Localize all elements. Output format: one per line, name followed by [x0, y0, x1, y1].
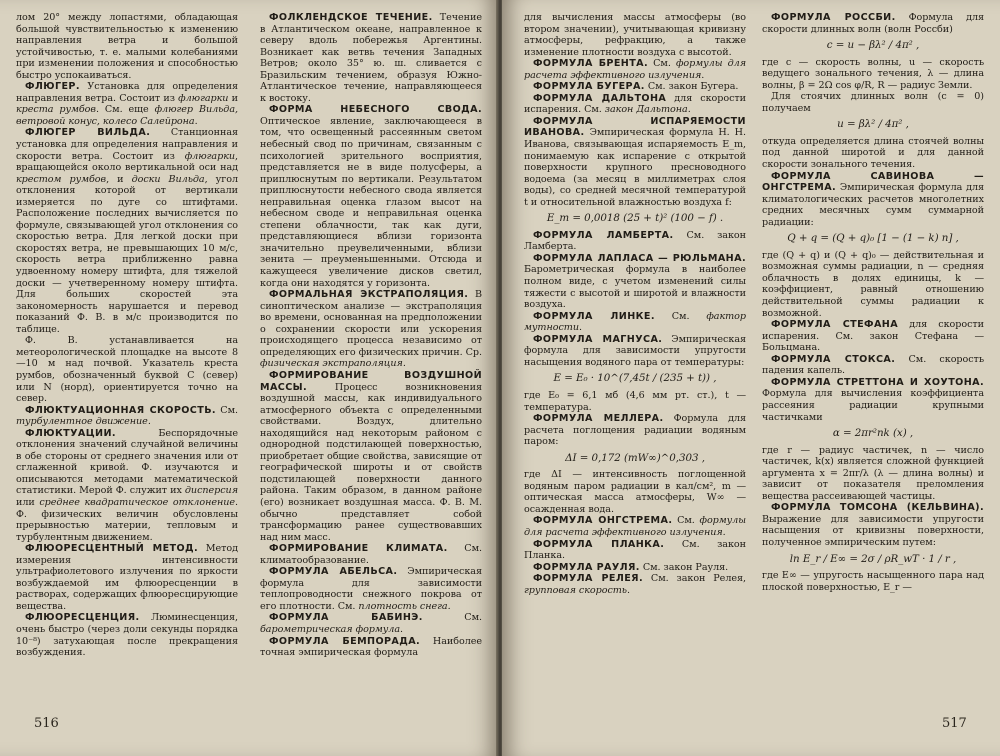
entry-reference: физическая экстраполяция	[260, 358, 403, 370]
entry-reference: креста румбов	[16, 104, 96, 116]
paragraph	[762, 57, 984, 92]
entry-reference: формулы для расчета эффективного излучения	[524, 58, 746, 81]
entry-text: Эмпирическая формула для зависимости теплопроводности снежного покрова от его плотности. См.	[260, 566, 482, 612]
dictionary-entry	[260, 636, 482, 659]
page-number-right: 517	[942, 716, 967, 731]
entry-text: См.	[672, 515, 700, 527]
entry-text: где r — радиус частичек, n — число частичек, k(x) является сложной функцией аргумента x = 2πr/λ (λ — длина волны) и зависит от показателя преломления вещества рассеивающей частицы.	[762, 444, 984, 502]
paragraph	[524, 390, 746, 413]
entry-reference: флюгарки	[184, 150, 235, 162]
formula: ln E_r / E∞ = 2σ / ρR_wT · 1 / r ,	[789, 552, 957, 565]
entry-headword: ФОРМА НЕБЕСНОГО СВОДА.	[269, 104, 482, 116]
dictionary-entry	[524, 230, 746, 253]
entry-text: .	[578, 322, 582, 334]
entry-text: См. закон Бугера.	[644, 81, 739, 93]
formula: E = E₀ · 10^(7,45t / (235 + t)) ,	[553, 372, 717, 385]
entry-headword: ФОРМУЛА МЕЛЛЕРА.	[533, 413, 664, 425]
dictionary-entry	[260, 612, 482, 635]
entry-headword: ФОРМУЛА МАГНУСА.	[533, 333, 663, 345]
entry-text: Выражение для зависимости упругости насыщения от кривизны поверхности, полученное эмпирическим путем:	[762, 513, 984, 548]
entry-text: См. закон Релея,	[643, 573, 746, 585]
entry-headword: ФЛЮГЕР.	[25, 81, 80, 93]
entry-headword: ФОРМУЛА БУГЕРА.	[533, 81, 645, 93]
entry-text: В синоптическом анализе — экстраполяция во времени, основанная на предположении о сохранении скорости или ускорения происходящего процесса независимо от определяющих его физических причин. Ср.	[260, 289, 482, 358]
dictionary-entry	[524, 562, 746, 574]
paragraph	[762, 445, 984, 503]
entry-headword: ФЛЮКТУАЦИИ.	[25, 427, 116, 439]
dictionary-entry	[260, 566, 482, 612]
entry-headword: ФЛЮОРЕСЦЕНТНЫЙ МЕТОД.	[25, 543, 199, 555]
left-page-column-1	[16, 12, 238, 702]
dictionary-entry	[524, 539, 746, 562]
right-page-column-2	[762, 12, 984, 702]
entry-headword: ФОРМИРОВАНИЕ КЛИМАТА.	[269, 543, 448, 555]
entry-text: откуда определяется длина стоячей волны под данной широтой и для данной скорости зонального течения.	[762, 135, 984, 171]
dictionary-entry	[524, 58, 746, 81]
dictionary-entry	[762, 502, 984, 548]
entry-reference: барометрическая формула	[260, 623, 401, 635]
left-page-column-2	[260, 12, 482, 702]
dictionary-entry	[524, 573, 746, 596]
entry-text: .	[626, 584, 630, 596]
dictionary-entry	[260, 543, 482, 566]
entry-headword: ФОРМУЛА РОССБИ.	[771, 12, 896, 23]
entry-text: .	[147, 416, 151, 428]
dictionary-entry	[16, 405, 238, 428]
dictionary-entry	[762, 319, 984, 354]
entry-headword: ФЛЮОРЕСЦЕНЦИЯ.	[25, 612, 140, 624]
dictionary-entry	[524, 93, 746, 116]
dictionary-entry	[260, 370, 482, 543]
entry-text: .	[701, 69, 705, 81]
entry-text: лом 20° между лопастями, обладающая большой чувствительностью к изменению направления ветра и большой устойчивостью, т. е. малыми колебаниями при изменении положения и способностью быстро успокаиваться.	[16, 12, 238, 81]
entry-text: .	[194, 115, 198, 127]
entry-text: Формула для расчета поглощения радиации водяным паром:	[524, 413, 746, 448]
dictionary-entry	[260, 289, 482, 370]
entry-headword: ФОРМУЛА СТРЕТТОНА И ХОУТОНА.	[771, 376, 984, 388]
entry-headword: ФОРМУЛА БАБИНЭ.	[269, 612, 423, 624]
entry-reference: доски Вильда	[131, 173, 205, 185]
dictionary-entry	[16, 428, 238, 543]
entry-text: .	[722, 526, 726, 538]
entry-reference: флюгер Вильда, ветровой конус, колесо Салейрона	[16, 104, 238, 127]
paragraph	[762, 136, 984, 171]
entry-text: где E∞ — упругость насыщенного пара над плоской поверхностью, E_r —	[762, 570, 984, 593]
entry-text: для скорости испарения. См.	[524, 92, 746, 116]
dictionary-entry	[260, 104, 482, 289]
entry-headword: ФОРМУЛА ИСПАРЯЕМОСТИ ИВАНОВА.	[524, 115, 746, 139]
paragraph	[16, 12, 238, 81]
entry-text: Формула для вычисления коэффициента рассеяния радиации крупными частичками	[762, 388, 984, 423]
entry-headword: ФОРМУЛА ЛАМБЕРТА.	[533, 229, 674, 241]
entry-headword: ФОРМУЛА СТЕФАНА	[771, 319, 899, 331]
entry-text: Эмпирическая формула Н. Н. Иванова, связывающая испаряемость E_m, понимаемую как испарение с открытой поверхности крупного пресноводного водоема (за месяц в миллиметрах слоя воды), со средней месячной температурой t и относительной влажностью воздуха f:	[524, 127, 746, 208]
entry-text: .	[400, 623, 404, 635]
entry-text: Оптическое явление, заключающееся в том, что освещенный рассеянным светом небесный свод по причинам, связанным с психологией зрительного восприятия, представляется не в виде полусферы, а приплюснутым по вертикали. Результатом приплюснутости небесного свода является неправильная оценка глазом высот на небесном своде и неправильная оценка степени облачности, так как дуги, представляющиеся вблизи горизонта значительно преувеличенными, вблизи зенита — преуменьшенными. Отсюда и кажущееся увеличение дисков светил, когда они находятся у горизонта.	[260, 115, 482, 289]
entry-headword: ФОРМУЛА БЕМПОРАДА.	[269, 635, 421, 647]
entry-text: , и	[106, 173, 132, 185]
entry-text: где ΔI — интенсивность поглощенной водяным паром радиации в кал/см², m — оптическая масса атмосферы, W∞ — осажденная вода.	[524, 469, 746, 515]
entry-headword: ФОЛКЛЕНДСКОЕ ТЕЧЕНИЕ.	[269, 12, 433, 23]
paragraph	[524, 469, 746, 515]
entry-text: .	[687, 104, 691, 116]
entry-text: Люминесценция, очень быстро (через доли секунды порядка 10⁻⁸) затухающая после прекращения возбуждения.	[16, 612, 238, 659]
entry-text: См.	[654, 310, 707, 322]
entry-headword: ФОРМУЛА ТОМСОНА (КЕЛЬВИНА).	[771, 502, 984, 514]
entry-headword: ФОРМУЛА ДАЛЬТОНА	[533, 92, 667, 104]
paragraph	[762, 250, 984, 319]
entry-text: где c — скорость волны, u — скорость ведущего зонального течения, λ — длина волны, β = 2Ω cos φ/R, R — радиус Земли.	[762, 56, 984, 91]
entry-text: См. закон Планка.	[524, 538, 746, 562]
dictionary-entry	[762, 377, 984, 423]
entry-reference: флюгарки	[178, 92, 229, 104]
formula: Q + q = (Q + q)₀ [1 − (1 − k) n] ,	[787, 232, 959, 245]
entry-reference: среднее квадратическое отклонение	[39, 496, 236, 508]
entry-text: и	[228, 92, 238, 104]
page-number-left: 516	[34, 716, 59, 731]
entry-headword: ФОРМУЛА ПЛАНКА.	[533, 538, 665, 550]
entry-headword: ФОРМИРОВАНИЕ ВОЗДУШНОЙ МАССЫ.	[260, 369, 482, 393]
entry-text: Наиболее точная эмпирическая формула	[260, 635, 482, 659]
entry-headword: ФОРМУЛА РАУЛЯ.	[533, 561, 640, 573]
entry-text: Процесс возникновения воздушной массы, как индивидуального атмосферного объекта с определенными свойствами. Воздух, длительно находящийся над некоторым районом с однородной подстилающей поверхностью, приобретает общие свойства, зависящие от географической широты и от свойств подстилающей поверхности данного района. Таким образом, в данном районе (его) возникает воздушная масса. Ф. В. М. обычно представляет собой трансформацию ранее существовавших над ним масс.	[260, 381, 482, 543]
right-page-column-1	[524, 12, 746, 702]
entry-headword: ФОРМУЛА СТОКСА.	[771, 353, 896, 365]
dictionary-entry	[524, 334, 746, 369]
dictionary-entry	[16, 543, 238, 612]
entry-text: См. закон Рауля.	[639, 561, 729, 573]
entry-text: .	[402, 358, 406, 370]
entry-text: Станционная установка для определения направления и скорости ветра. Состоит из	[16, 127, 238, 162]
entry-headword: ФОРМАЛЬНАЯ ЭКСТРАПОЛЯЦИЯ.	[269, 289, 469, 301]
entry-text: Для стоячих длинных волн (c = 0) получаем	[762, 91, 984, 114]
entry-text: Эмпирическая формула для зависимости упругости насыщения водяного пара от температуры:	[524, 333, 746, 368]
entry-text: .	[447, 600, 451, 612]
paragraph	[762, 91, 984, 114]
entry-text: для вычисления массы атмосферы (во втором значении), учитывающая кривизну атмосферы, рефракцию, а также изменение плотности воздуха с высотой.	[524, 12, 746, 58]
paragraph	[524, 12, 746, 58]
entry-text: Течение в Атлантическом океане, направленное к северу вдоль побережья Аргентины. Возникает как ветвь течения Западных Ветров; около 35° ю. ш. сливается с Бразильским течением, образуя Южно-Атлантическое течение, направляющееся к востоку.	[260, 12, 482, 104]
entry-headword: ФОРМУЛА ЛАПЛАСА — РЮЛЬМАНА.	[533, 252, 746, 264]
formula: c = u − βλ² / 4π² ,	[826, 39, 920, 52]
entry-text: , вращающейся около вертикальной оси над	[16, 150, 238, 174]
formula: α = 2πr²nk (x) ,	[832, 427, 914, 440]
dictionary-entry	[524, 413, 746, 448]
paragraph	[762, 570, 984, 593]
dictionary-entry	[524, 311, 746, 334]
entry-reference: закон Дальтона	[604, 104, 688, 116]
entry-text: Барометрическая формула в наиболее полном виде, с учетом изменений силы тяжести с высотой и широтой и влажности воздуха.	[524, 264, 746, 311]
entry-text: Ф. В. устанавливается на метеорологической площадке на высоте 8—10 м над почвой. Указатель креста румбов, обозначенный буквой С (север) или N (норд), ориентируется точно на север.	[16, 335, 238, 405]
entry-text: Беспорядочные отклонения значений случайной величины в обе стороны от среднего значения или от сглаженной кривой. Ф. изучаются и описываются методами математической статистики. Мерой Ф. служит их	[16, 427, 238, 497]
formula: ΔI = 0,172 (mW∞)^0,303 ,	[565, 451, 705, 464]
left-page	[0, 0, 498, 756]
entry-text: См. климатообразование.	[260, 543, 482, 566]
entry-headword: ФЛЮКТУАЦИОННАЯ СКОРОСТЬ.	[25, 404, 216, 416]
entry-reference: дисперсия	[184, 485, 238, 497]
right-page	[502, 0, 1000, 756]
entry-reference: плотность снега	[358, 600, 448, 612]
entry-text: где (Q + q) и (Q + q)₀ — действительная и возможная суммы радиации, n — средняя облачность в долях единицы, k — коэффициент, равный отношению действительной суммы радиации к возможной.	[762, 249, 984, 319]
paragraph	[16, 335, 238, 404]
entry-text: где E₀ = 6,1 мб (4,6 мм рт. ст.), t — температура.	[524, 389, 746, 413]
entry-text: См. закон Ламберта.	[524, 229, 746, 253]
entry-text: , угол отклонения которой от вертикали измеряется по дуге со штифтами. Расположение последних вычисляется по формуле, связывающей угол отклонения со скоростью ветра. Для легкой доски при скоростях ветра, не превышающих 10 м/с, скорость ветра приближенно равна удвоенному номеру штифта, для тяжелой доски — учетверенному номеру штифта. Для больших скоростей эта закономерность нарушается и перевод показаний Ф. В. в м/с производится по таблице.	[16, 173, 238, 335]
dictionary-entry	[16, 127, 238, 335]
dictionary-entry	[762, 354, 984, 377]
dictionary-entry	[524, 253, 746, 311]
entry-text: См. скорость падения капель.	[762, 353, 984, 377]
entry-headword: ФОРМУЛА БРЕНТА.	[533, 58, 649, 70]
entry-text: Установка для определения направления ветра. Состоит из	[16, 81, 238, 104]
entry-headword: ФЛЮГЕР ВИЛЬДА.	[25, 127, 151, 139]
entry-text: . См. еще	[95, 104, 155, 116]
entry-headword: ФОРМУЛА ОНГСТРЕМА.	[533, 515, 673, 527]
entry-text: . Ф. физических величин обусловлены прерывностью материи, тепловым и турбулентным движением.	[16, 496, 238, 543]
entry-reference: фактор мутности	[524, 310, 746, 334]
formula: E_m = 0,0018 (25 + t)² (100 − f) .	[546, 212, 724, 225]
entry-text: Метод измерения интенсивности ультрафиолетового излучения по яркости возбуждаемой им флюоресценции в растворах, содержащих флюоресцирующие вещества.	[16, 543, 238, 612]
entry-headword: ФОРМУЛА АБЕЛЬСА.	[269, 566, 398, 578]
entry-text: для скорости испарения. См. закон Стефана — Больцмана.	[762, 319, 984, 354]
dictionary-entry	[762, 171, 984, 229]
dictionary-entry	[260, 12, 482, 104]
dictionary-entry	[524, 116, 746, 208]
entry-headword: ФОРМУЛА ЛИНКЕ.	[533, 310, 655, 322]
dictionary-entry	[16, 612, 238, 658]
dictionary-entry	[524, 515, 746, 538]
entry-text: Эмпирическая формула для климатологических расчетов многолетних средних месячных сумм суммарной радиации:	[762, 182, 984, 228]
dictionary-entry	[524, 81, 746, 93]
entry-reference: формулы для расчета эффективного излучения	[524, 515, 746, 538]
entry-reference: крестом румбов	[16, 173, 107, 185]
entry-headword: ФОРМУЛА САВИНОВА — ОНГСТРЕМА.	[762, 170, 984, 194]
entry-reference: групповая скорость	[524, 584, 627, 596]
dictionary-entry	[762, 12, 984, 35]
entry-headword: ФОРМУЛА РЕЛЕЯ.	[533, 573, 644, 585]
dictionary-entry	[16, 81, 238, 127]
entry-text: Формула для скорости длинных волн (волн Россби)	[762, 12, 984, 35]
entry-text: или	[16, 496, 40, 508]
formula: u = βλ² / 4π² ,	[837, 118, 909, 131]
entry-text: См.	[648, 58, 676, 70]
entry-text: См.	[422, 612, 482, 624]
entry-text: См.	[215, 404, 238, 416]
entry-reference: турбулентное движение	[16, 416, 148, 428]
